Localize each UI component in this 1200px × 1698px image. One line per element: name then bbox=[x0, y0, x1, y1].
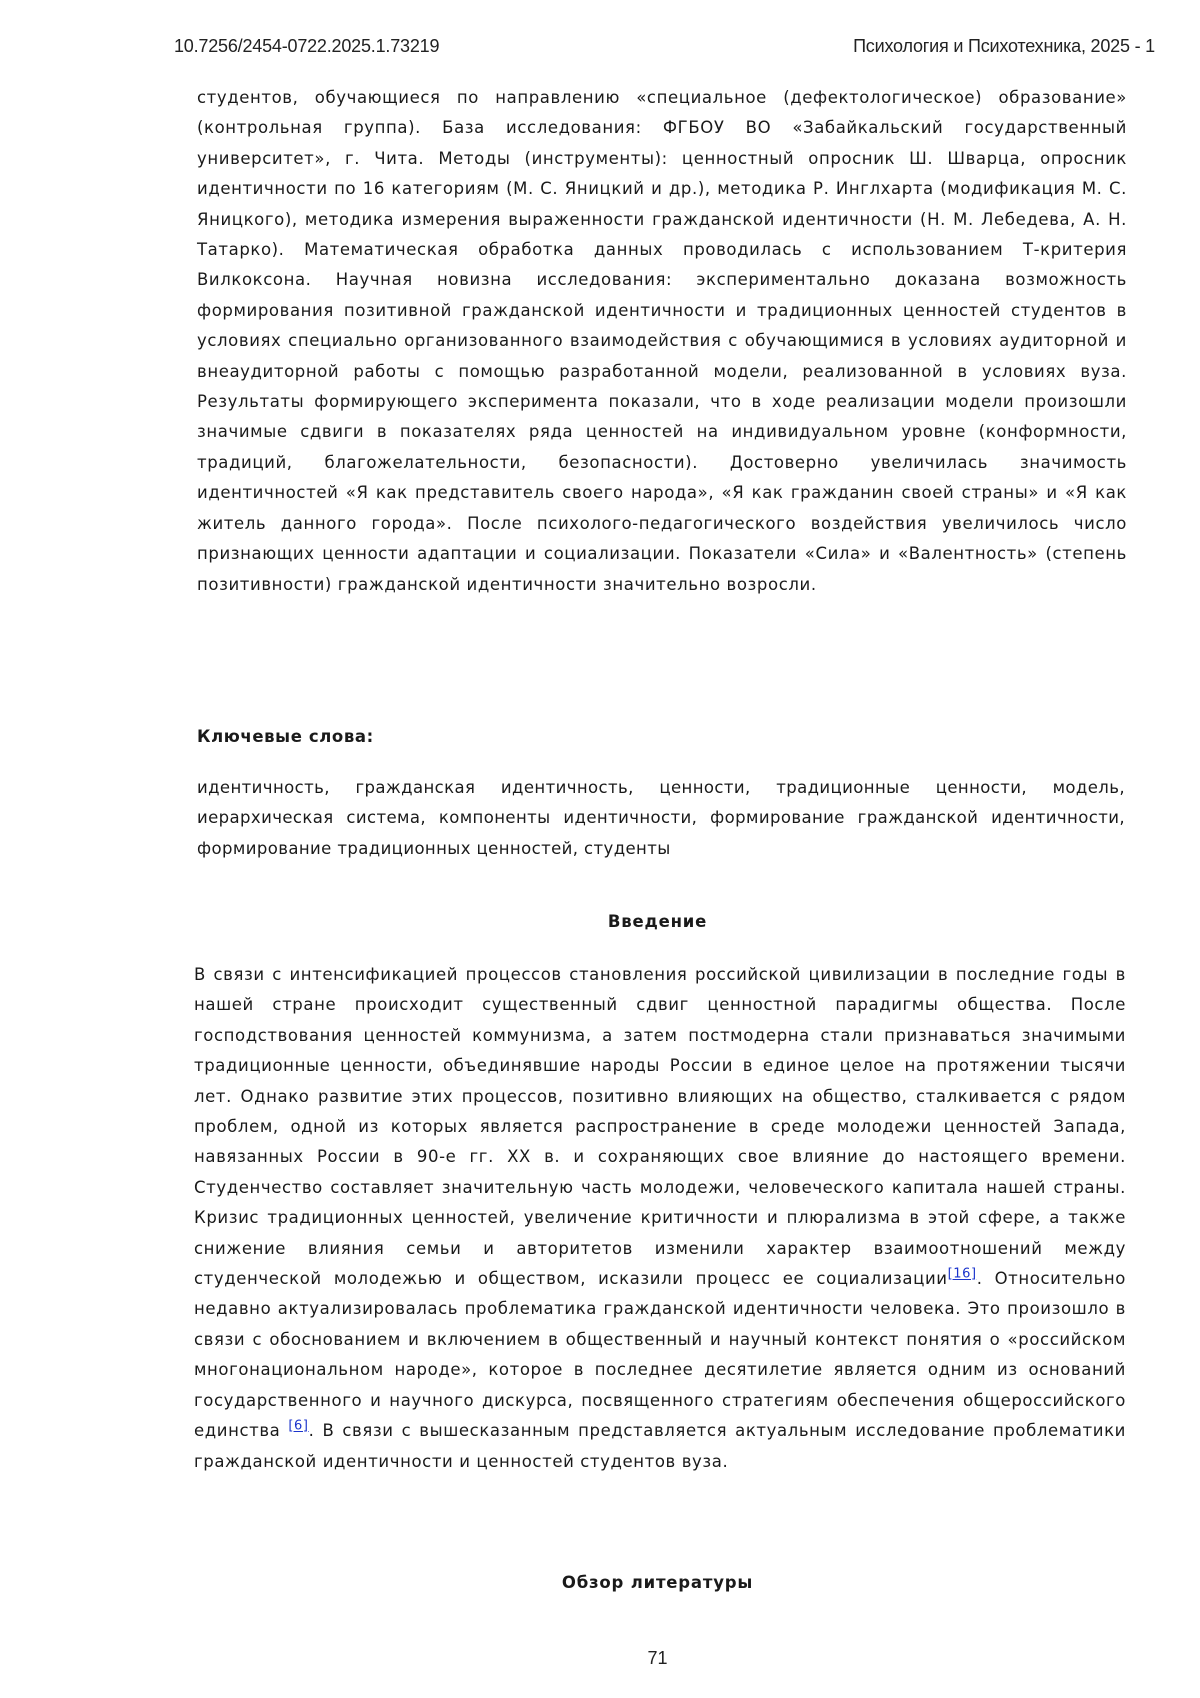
intro-part-1: В связи с интенсификацией процессов становления российской цивилизации в последние годы в нашей стране происходит существенный сдвиг ценностной парадигмы общества. После господствования ценностей коммунизма, а затем постмодерна стали признаваться значимыми традиционные ценности, объединявшие народы России в единое целое на протяжении тысячи лет. Однако развитие этих процессов, позитивно влияющих на общество, сталкивается с рядом проблем, одной из которых является распространение в среде молодежи ценностей Запада, навязанных России в 90-е гг. XX в. и сохраняющих свое влияние до настоящего времени. Студенчество составляет значительную часть молодежи, человеческого капитала нашей страны. Кризис традиционных ценностей, увеличение критичности и плюрализма в этой сфере, а также снижение влияния семьи и авторитетов изменили характер взаимоотношений между студенческой молодежью и обществом, исказили процесс ее социализации bbox=[194, 965, 1126, 1288]
citation-link-6[interactable]: [6] bbox=[288, 1419, 308, 1434]
header-journal: Психология и Психотехника, 2025 - 1 bbox=[853, 36, 1155, 57]
paper-page bbox=[0, 0, 1200, 1698]
introduction-title: Введение bbox=[0, 912, 1200, 931]
header-doi: 10.7256/2454-0722.2025.1.73219 bbox=[174, 36, 439, 57]
intro-part-3: . В связи с вышесказанным представляется актуальным исследование проблематики гражданской идентичности и ценностей студентов вуза. bbox=[194, 1421, 1126, 1470]
introduction-body bbox=[194, 960, 1126, 1477]
page-number: 71 bbox=[0, 1648, 1200, 1669]
intro-part-2: . Относительно недавно актуализировалась проблематика гражданской идентичности человека. Это произошло в связи с обоснованием и включением в общественный и научный контекст понятия о «российском многонациональном народе», которое в последнее десятилетие является одним из оснований государственного и научного дискурса, посвященного стратегиям обеспечения общероссийского единства bbox=[194, 1269, 1126, 1440]
keywords-text: идентичность, гражданская идентичность, ценности, традиционные ценности, модель, иерархическая система, компоненты идентичности, формирование гражданской идентичности, формирование традиционных ценностей, студенты bbox=[197, 773, 1125, 864]
keywords-title: Ключевые слова: bbox=[197, 727, 374, 746]
literature-review-title: Обзор литературы bbox=[0, 1573, 1200, 1592]
citation-link-16[interactable]: [16] bbox=[948, 1267, 977, 1282]
abstract-text: студентов, обучающиеся по направлению «специальное (дефектологическое) образование» (контрольная группа). База исследования: ФГБОУ ВО «Забайкальский государственный университет», г. Чита. Методы (инструменты): ценностный опросник Ш. Шварца, опросник идентичности по 16 категориям (М. С. Яницкий и др.), методика Р. Инглхарта (модификация М. С. Яницкого), методика измерения выраженности гражданской идентичности (Н. М. Лебедева, А. Н. Татарко). Математическая обработка данных проводилась с использованием Т-критерия Вилкоксона. Научная новизна исследования: экспериментально доказана возможность формирования позитивной гражданской идентичности и традиционных ценностей студентов в условиях специально организованного взаимодействия с обучающимися в условиях аудиторной и внеаудиторной работы с помощью разработанной модели, реализованной в условиях вуза. Результаты формирующего эксперимента показали, что в ходе реализации модели произошли значимые сдвиги в показателях ряда ценностей на индивидуальном уровне (конформности, традиций, благожелательности, безопасности). Достоверно увеличилась значимость идентичностей «Я как представитель своего народа», «Я как гражданин своей страны» и «Я как житель данного города». После психолого-педагогического воздействия увеличилось число признающих ценности адаптации и социализации. Показатели «Сила» и «Валентность» (степень позитивности) гражданской идентичности значительно возросли. bbox=[197, 83, 1127, 600]
